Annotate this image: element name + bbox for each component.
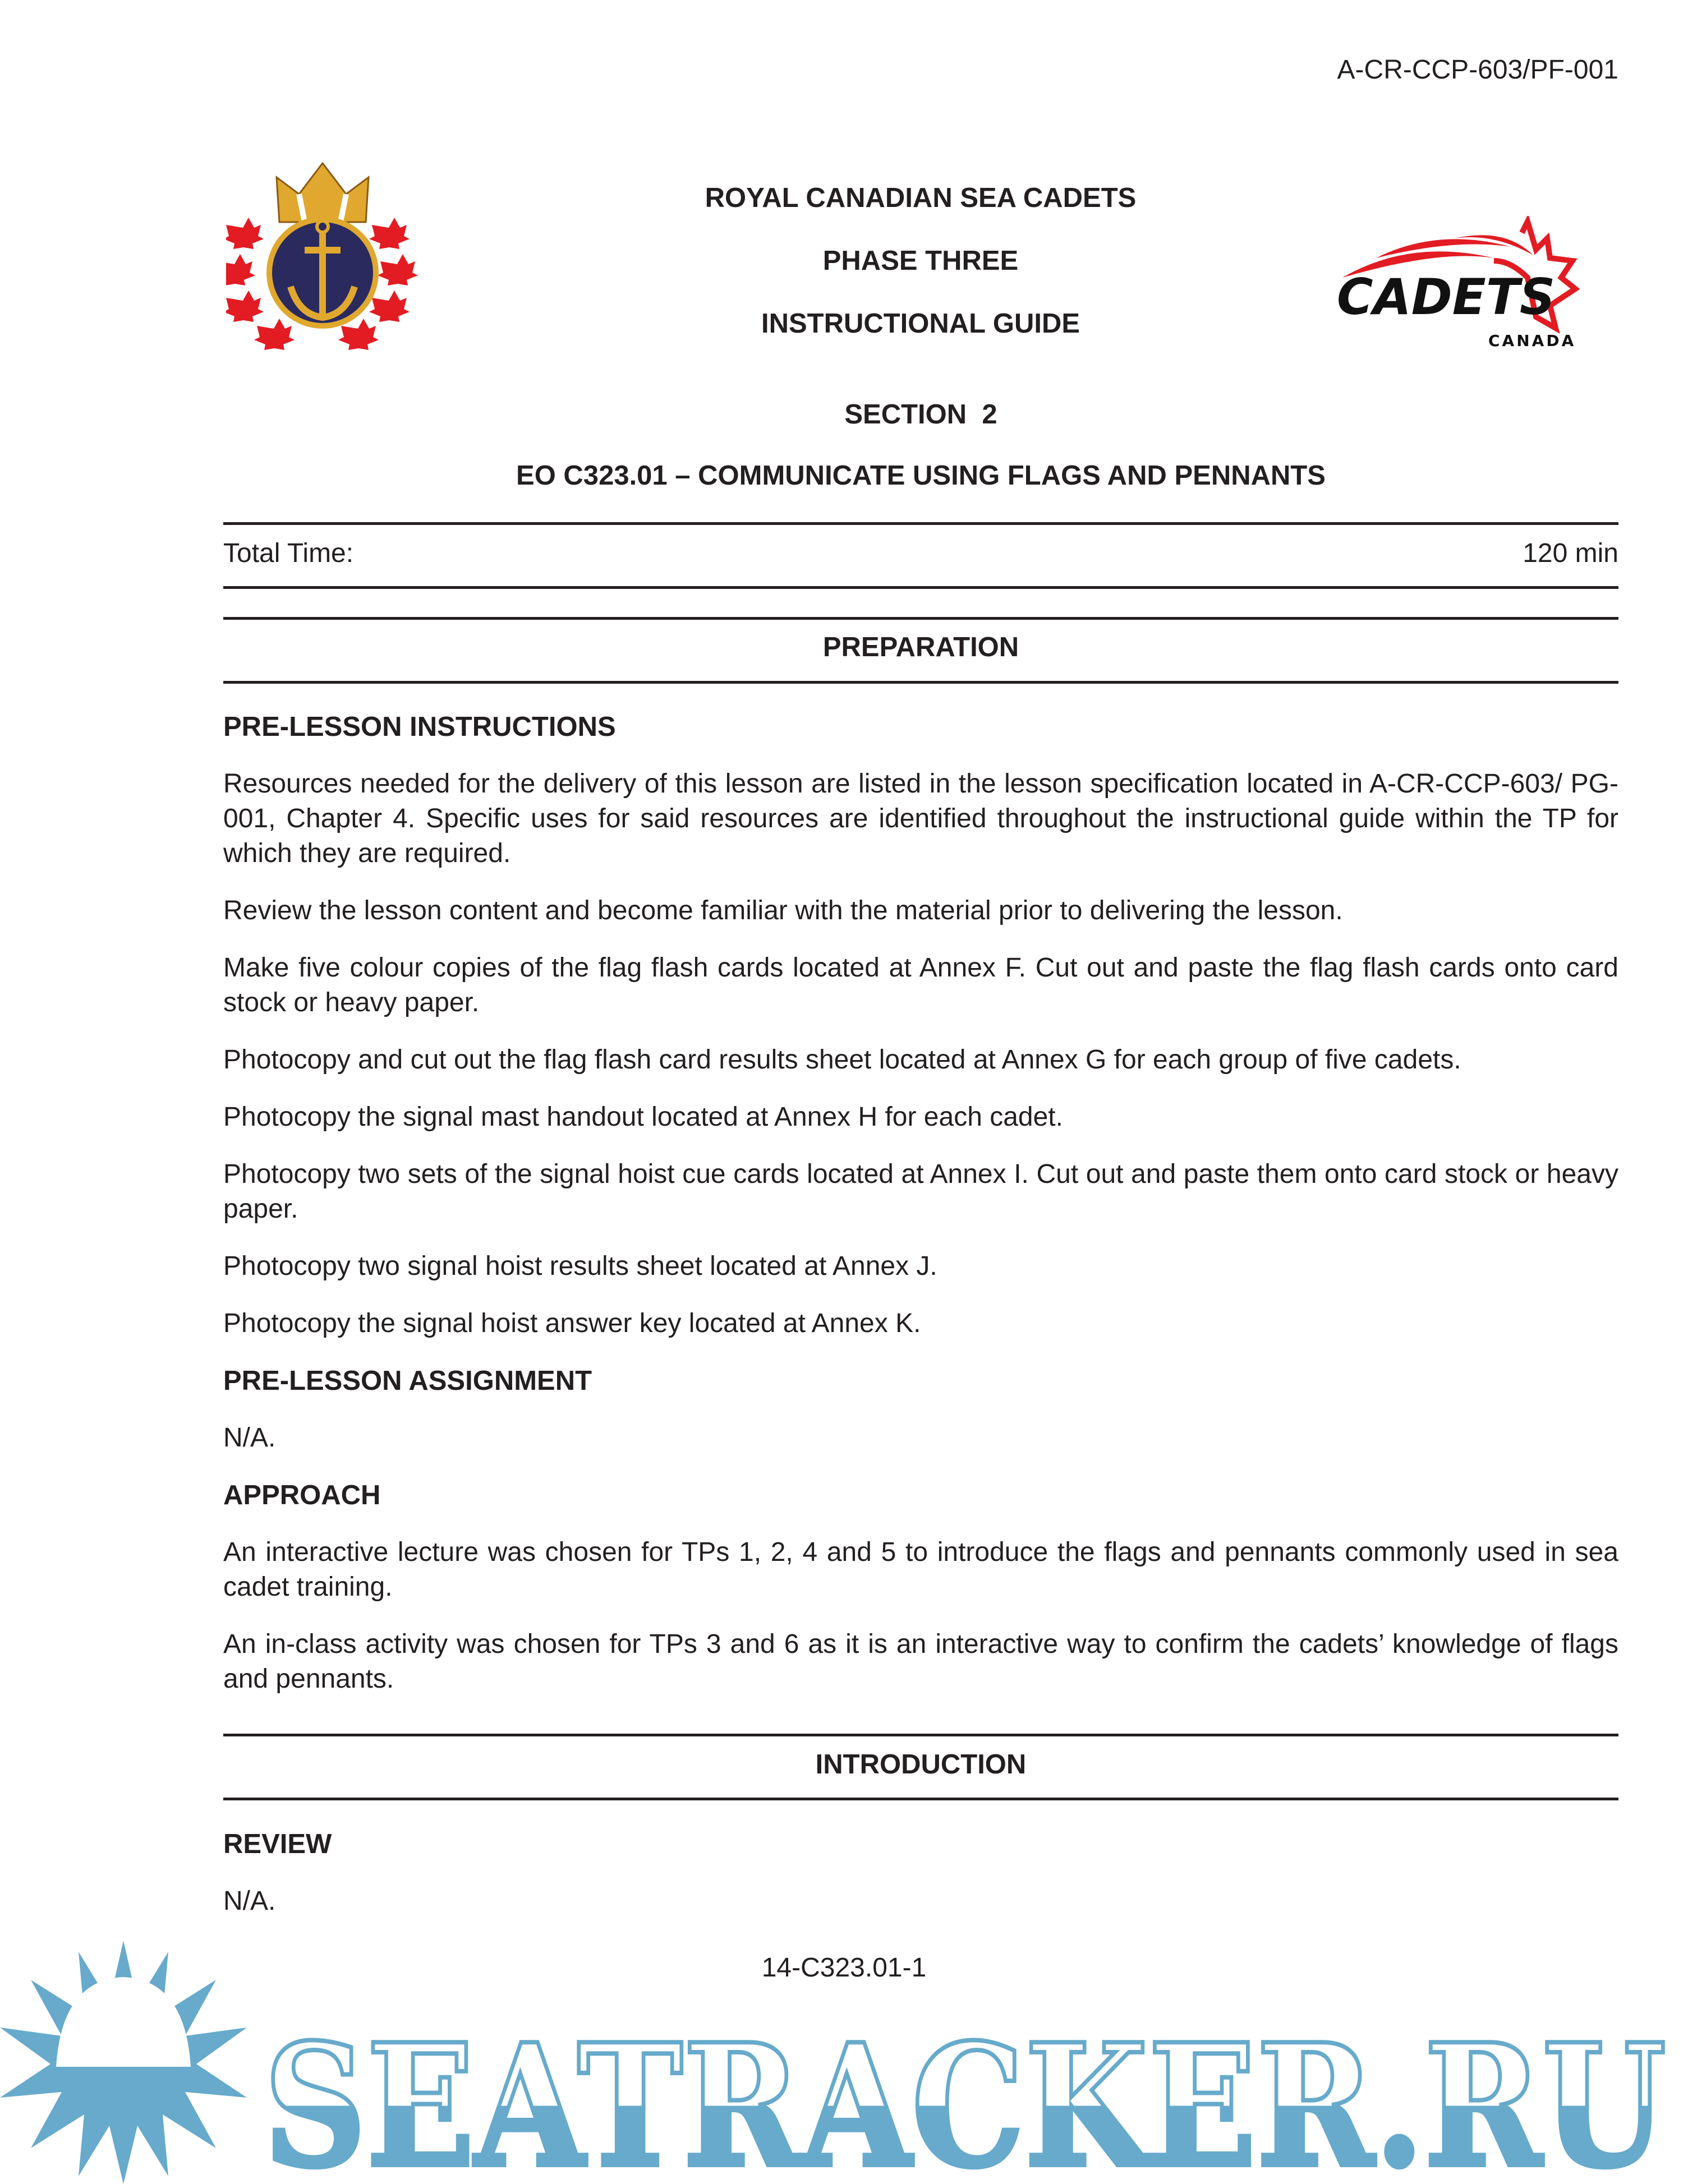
eo-title: EO C323.01 – COMMUNICATE USING FLAGS AND PENNANTS: [516, 460, 1326, 491]
paragraph: Photocopy two sets of the signal hoist cue cards located at Annex I. Cut out and paste them onto card stock or heavy paper.: [223, 1159, 1618, 1224]
paragraph: Make five colour copies of the flag flash cards located at Annex F. Cut out and paste the flag flash cards onto card stock or heavy paper.: [223, 953, 1618, 1017]
paragraph: Photocopy the signal mast handout located at Annex H for each cadet.: [223, 1102, 1063, 1132]
paragraph: N/A.: [223, 1423, 276, 1453]
document-code: A-CR-CCP-603/PF-001: [1337, 55, 1618, 85]
svg-text:CADETS: CADETS: [1337, 268, 1556, 326]
introduction-heading: INTRODUCTION: [815, 1749, 1027, 1780]
document-body: [223, 709, 1618, 1719]
review-heading: REVIEW: [223, 1829, 332, 1859]
phase-title: PHASE THREE: [822, 246, 1019, 276]
maple-leaf-icon: [226, 218, 264, 249]
svg-text:SEATRACKER.RU: SEATRACKER.RU: [264, 2007, 1666, 2184]
org-title: ROYAL CANADIAN SEA CADETS: [705, 183, 1137, 213]
divider: [223, 586, 1618, 589]
paragraph: Photocopy and cut out the flag flash card results sheet located at Annex G for each group of five cadets.: [223, 1045, 1461, 1075]
divider: [223, 1798, 1618, 1800]
divider: [223, 681, 1618, 684]
divider: [223, 522, 1618, 525]
guide-title: INSTRUCTIONAL GUIDE: [761, 308, 1080, 339]
paragraph: Photocopy two signal hoist results sheet located at Annex J.: [223, 1251, 937, 1281]
review-block: [223, 1827, 1618, 1941]
total-time-value: 120 min: [1523, 538, 1618, 568]
cadets-canada-logo: [1326, 216, 1606, 356]
sun-icon: [0, 1941, 247, 2184]
preparation-heading: PREPARATION: [822, 632, 1019, 662]
approach-heading: APPROACH: [223, 1480, 381, 1510]
total-time-row: [223, 536, 1618, 571]
pre-lesson-instructions-heading: PRE-LESSON INSTRUCTIONS: [223, 712, 616, 742]
paragraph: Photocopy the signal hoist answer key located at Annex K.: [223, 1308, 921, 1338]
divider: [223, 1734, 1618, 1736]
paragraph: N/A.: [223, 1886, 276, 1916]
divider: [223, 617, 1618, 620]
page-number: 14-C323.01-1: [761, 1953, 927, 1983]
total-time-label: Total Time:: [223, 538, 354, 568]
svg-text:CANADA: CANADA: [1488, 331, 1576, 350]
paragraph: An in-class activity was chosen for TPs 3 and 6 as it is an interactive way to confirm the cadets’ knowledge of flags and pennants.: [223, 1629, 1618, 1694]
sea-cadets-crest-logo: [226, 160, 420, 357]
paragraph: An interactive lecture was chosen for TPs 1, 2, 4 and 5 to introduce the flags and pennants commonly used in sea cadet training.: [223, 1537, 1618, 1602]
paragraph: Review the lesson content and become familiar with the material prior to delivering the lesson.: [223, 896, 1343, 925]
paragraph: Resources needed for the delivery of this lesson are listed in the lesson specification located in A-CR-CCP-603/ PG-001, Chapter 4. Specific uses for said resources are identified throughout the instructional guide within the TP for which they are required.: [223, 769, 1618, 868]
section-title: SECTION 2: [844, 399, 997, 430]
pre-lesson-assignment-heading: PRE-LESSON ASSIGNMENT: [223, 1366, 592, 1396]
